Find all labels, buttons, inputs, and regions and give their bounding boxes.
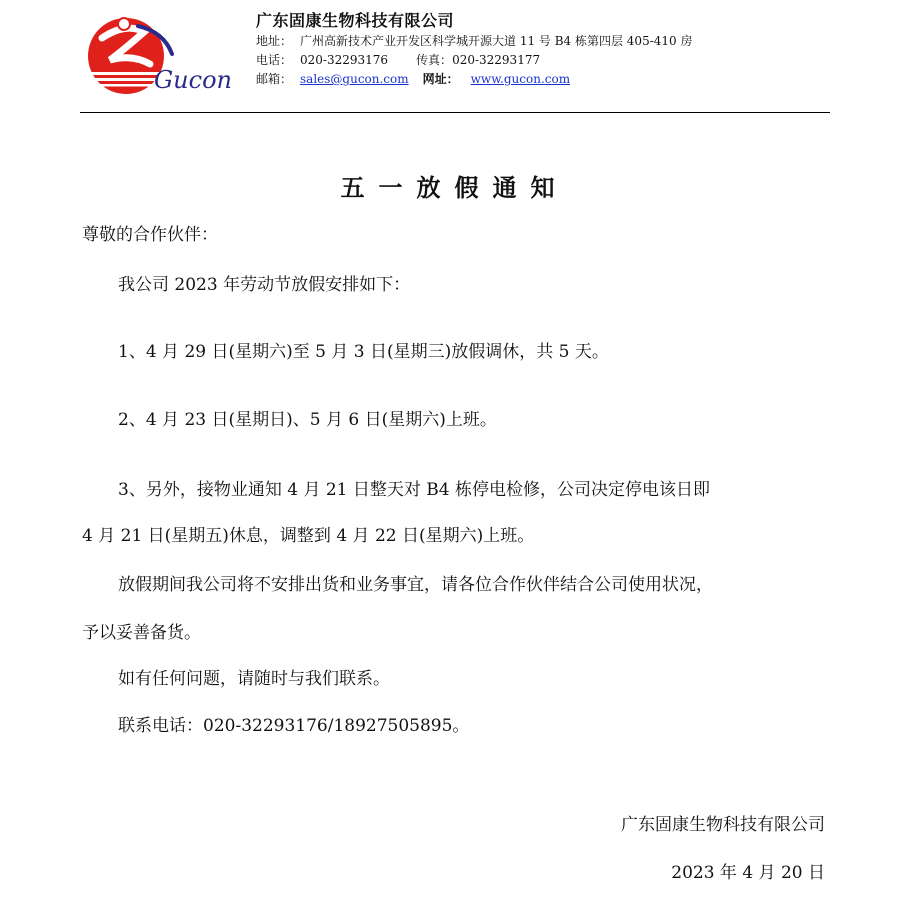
address-line: [256, 32, 692, 49]
phone-label: 电话：: [256, 53, 293, 67]
intro-paragraph: 我公司 2023 年劳动节放假安排如下：: [118, 275, 411, 295]
notice-date: 2023 年 4 月 20 日: [671, 863, 825, 883]
gucon-logo: [80, 14, 232, 94]
email-line: [256, 70, 570, 87]
signature: 广东固康生物科技有限公司: [621, 815, 825, 835]
website-link[interactable]: www.gucon.com: [470, 72, 571, 86]
email-label: 邮箱：: [256, 72, 293, 86]
note-line-1: 放假期间我公司将不安排出货和业务事宜，请各位合作伙伴结合公司使用状况，: [118, 575, 713, 595]
fax: 020-32293177: [452, 53, 541, 67]
salutation: 尊敬的合作伙伴：: [82, 225, 218, 245]
phone: 020-32293176: [300, 53, 389, 67]
item-2: 2、4 月 23 日(星期日)、5 月 6 日(星期六)上班。: [118, 410, 497, 430]
company-name: 广东固康生物科技有限公司: [256, 11, 455, 30]
header-divider: [80, 112, 830, 113]
notice-title: 五一放假通知: [340, 174, 569, 202]
address-label: 地址：: [256, 34, 293, 48]
contact-phone: 联系电话：020-32293176/18927505895。: [118, 716, 470, 736]
fax-label: 传真：: [416, 53, 453, 67]
item-3-line-1: 3、另外，接物业通知 4 月 21 日整天对 B4 栋停电检修，公司决定停电该日即: [118, 480, 710, 500]
address: 广州高新技术产业开发区科学城开源大道 11 号 B4 栋第四层 405-410 房: [300, 34, 693, 48]
phone-line: [256, 51, 540, 68]
email-link[interactable]: sales@gucon.com: [300, 72, 409, 86]
website-label: 网址：: [422, 72, 459, 86]
item-3-line-2: 4 月 21 日(星期五)休息，调整到 4 月 22 日(星期六)上班。: [82, 526, 535, 546]
item-1: 1、4 月 29 日(星期六)至 5 月 3 日(星期三)放假调休，共 5 天。: [118, 342, 609, 362]
note-line-2: 予以妥善备货。: [82, 623, 201, 643]
contact-note: 如有任何问题，请随时与我们联系。: [118, 669, 390, 689]
svg-text:Gucon: Gucon: [154, 66, 232, 94]
